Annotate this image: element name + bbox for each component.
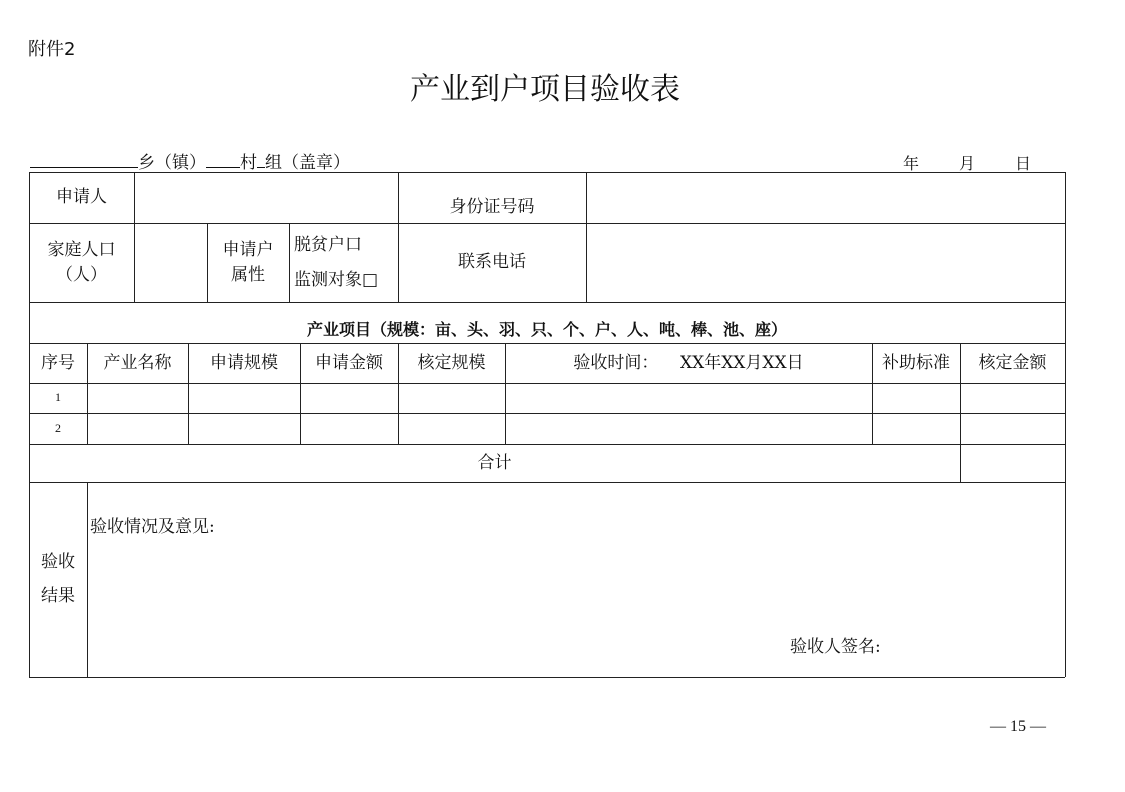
project-heading: 产业项目（规模：亩、头、羽、只、个、户、人、吨、棒、池、座） [306,319,787,339]
col-header-applied-scale: 申请规模 [210,352,278,373]
option-monitoring-target[interactable]: 监测对象□ [294,269,379,290]
total-amount-field[interactable] [960,444,1065,482]
acceptance-result-label-line2: 结果 [41,585,75,606]
acceptance-result-label [29,482,87,677]
total-label: 合计 [477,452,512,473]
acceptance-opinion-label: 验收情况及意见: [90,517,215,537]
form-title: 产业到户项目验收表 [410,72,680,107]
option-poverty-household[interactable]: 脱贫户口 [294,234,362,255]
acceptance-result-label-line1: 验收 [41,552,75,573]
township-blank[interactable] [30,151,138,168]
col-header-approved-scale: 核定规模 [417,352,486,373]
date-month: 月 [959,154,976,173]
household-population-label-line1: 家庭人口 [47,239,116,260]
phone-label: 联系电话 [458,252,526,273]
household-attribute-label-line1: 申请户 [222,239,274,260]
household-attribute-options [294,223,398,302]
household-population-field[interactable] [134,223,207,302]
household-attribute-label [207,223,289,302]
group-blank[interactable] [257,151,265,168]
household-attribute-label-line2: 属性 [231,264,265,285]
col-header-subsidy-standard: 补助标准 [882,352,950,373]
inspector-signature-label: 验收人签名: [790,637,881,657]
phone-field[interactable] [586,223,1065,302]
village-blank[interactable] [206,151,240,168]
group-suffix: 组（盖章） [265,153,350,173]
id-number-label: 身份证号码 [449,197,535,218]
col-header-no: 序号 [41,352,75,373]
township-suffix: 乡（镇） [138,153,206,173]
id-number-field[interactable] [586,172,1065,223]
page-number: — 15 — [990,718,1046,735]
applicant-label: 申请人 [56,187,107,208]
household-population-label-line2: （人） [56,264,107,285]
location-line [30,148,350,173]
village-suffix: 村 [240,153,257,173]
date-year: 年 [903,154,920,173]
date-line [903,151,1031,174]
applicant-field[interactable] [134,172,398,223]
acceptance-form-table [29,172,1065,677]
household-population-label [29,223,134,302]
table-row-number: 1 [55,390,61,405]
date-day: 日 [1015,154,1032,173]
col-header-industry-name: 产业名称 [103,352,172,373]
attachment-label: 附件2 [28,39,76,60]
col-header-applied-amount: 申请金额 [315,352,383,373]
col-header-acceptance-time: 验收时间： XX年XX月XX日 [573,352,804,373]
table-row-number: 2 [55,420,61,435]
col-header-approved-amount: 核定金额 [978,352,1047,373]
